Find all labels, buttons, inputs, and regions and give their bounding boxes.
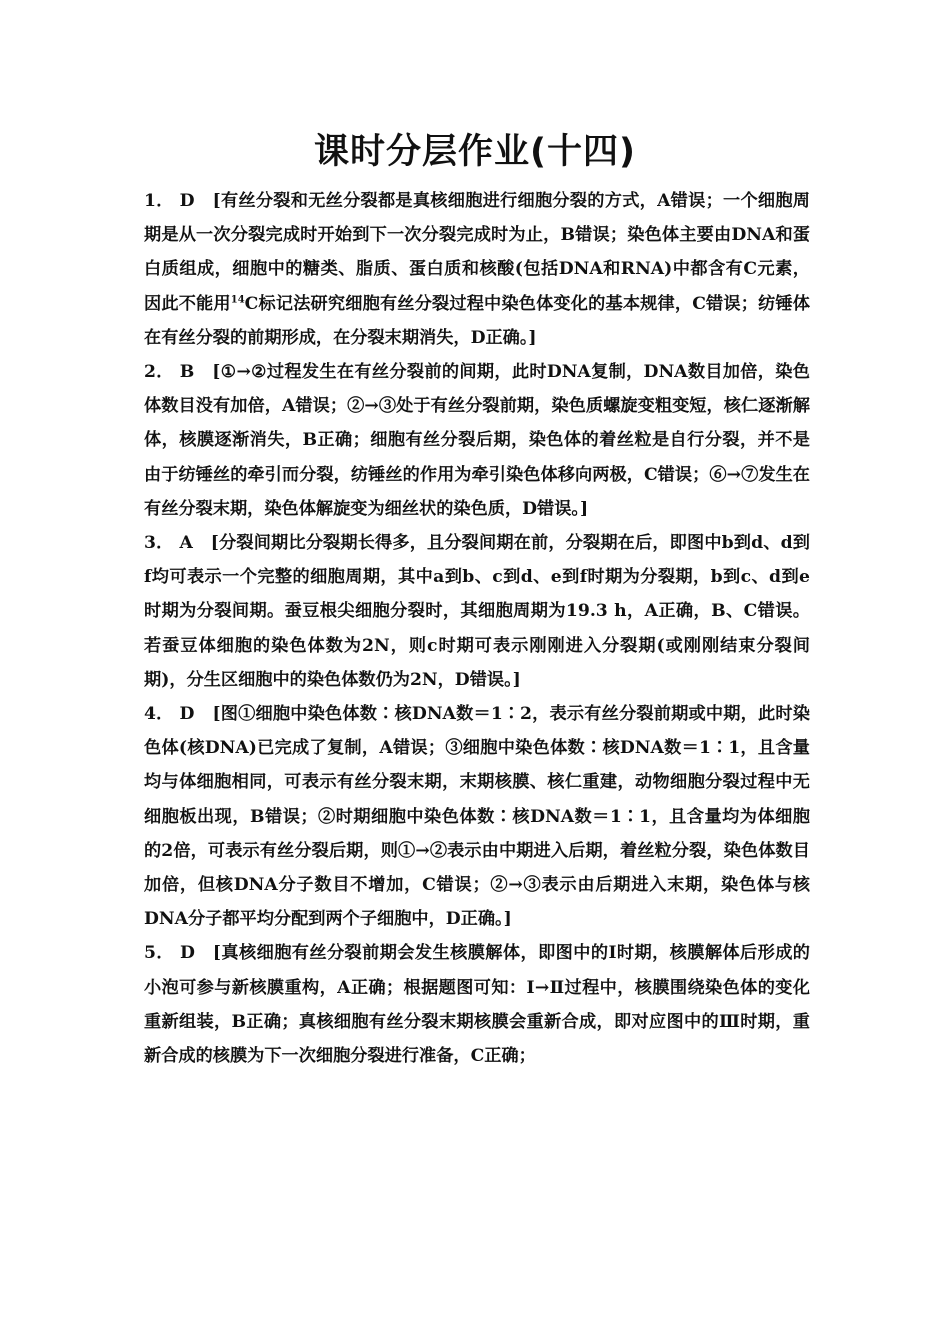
answer-number: 2． <box>144 362 174 383</box>
answer-choice: A <box>179 533 193 554</box>
answer-item <box>144 697 810 936</box>
answer-number: 5． <box>144 943 174 964</box>
answer-number: 4． <box>144 704 174 725</box>
answer-choice: D <box>179 943 195 964</box>
isotope-superscript: 14 <box>230 293 245 305</box>
answer-choice: D <box>179 191 195 211</box>
answer-list <box>144 184 810 1073</box>
answer-explanation: [①→②过程发生在有丝分裂前的间期，此时DNA复制，DNA数目加倍，染色体数目没有加倍，A错误；②→③处于有丝分裂前期，染色质螺旋变粗变短，核仁逐渐解体，核膜逐渐消失，B正确；细胞有丝分裂后期，染色体的着丝粒是自行分裂，并不是由于纺锤丝的牵引而分裂，纺锤丝的作用为牵引染色体移向两极，C错误；⑥→⑦发生在有丝分裂末期，染色体解旋变为细丝状的染色质，D错误。] <box>144 362 810 519</box>
answer-explanation: [真核细胞有丝分裂前期会发生核膜解体，即图中的Ⅰ时期，核膜解体后形成的小泡可参与新核膜重构，A正确；根据题图可知：Ⅰ→Ⅱ过程中，核膜围绕染色体的变化重新组装，B正确；真核细胞有丝分裂末期核膜会重新合成，即对应图中的Ⅲ时期，重新合成的核膜为下一次细胞分裂进行准备，C正确； <box>144 943 810 1067</box>
answer-item <box>144 355 810 526</box>
answer-explanation: [图①细胞中染色体数∶核DNA数＝1∶2，表示有丝分裂前期或中期，此时染色体(核DNA)已完成了复制，A错误；③细胞中染色体数∶核DNA数＝1∶1，且含量均与体细胞相同，可表示有丝分裂末期，末期核膜、核仁重建，动物细胞分裂过程中无细胞板出现，B错误；②时期细胞中染色体数∶核DNA数＝1∶1，且含量均为体细胞的2倍，可表示有丝分裂后期，则①→②表示由中期进入后期，着丝粒分裂，染色体数目加倍，但核DNA分子数目不增加，C错误；②→③表示由后期进入末期，染色体与核DNA分子都平均分配到两个子细胞中，D正确。] <box>144 704 810 930</box>
answer-number: 3． <box>144 533 174 554</box>
answer-explanation: [有丝分裂和无丝分裂都是真核细胞进行细胞分裂的方式，A错误；一个细胞周期是从一次分裂完成时开始到下一次分裂完成时为止，B错误；染色体主要由DNA和蛋白质组成，细胞中的糖类、脂质、蛋白质和核酸(包括DNA和RNA)中都含有C元素，因此不能用 <box>144 191 810 314</box>
page-title: 课时分层作业(十四) <box>314 132 636 172</box>
answer-explanation-continued: C标记法研究细胞有丝分裂过程中染色体变化的基本规律，C错误；纺锤体在有丝分裂的前期形成，在分裂末期消失，D正确。] <box>144 293 810 348</box>
answer-explanation: [分裂间期比分裂期长得多，且分裂间期在前，分裂期在后，即图中b到d、d到f均可表示一个完整的细胞周期，其中a到b、c到d、e到f时期为分裂期，b到c、d到e时期为分裂间期。蚕豆根尖细胞分裂时，其细胞周期为19.3 h，A正确，B、C错误。若蚕豆体细胞的染色体数为2N，则c时期可表示刚刚进入分裂期(或刚刚结束分裂间期)，分生区细胞中的染色体数仍为2N，D错误。] <box>144 533 810 690</box>
answer-choice: D <box>179 704 195 725</box>
answer-item <box>144 184 810 355</box>
answer-item <box>144 526 810 697</box>
answer-number: 1． <box>144 191 174 211</box>
answer-item <box>144 936 810 1073</box>
answer-choice: B <box>179 362 195 383</box>
